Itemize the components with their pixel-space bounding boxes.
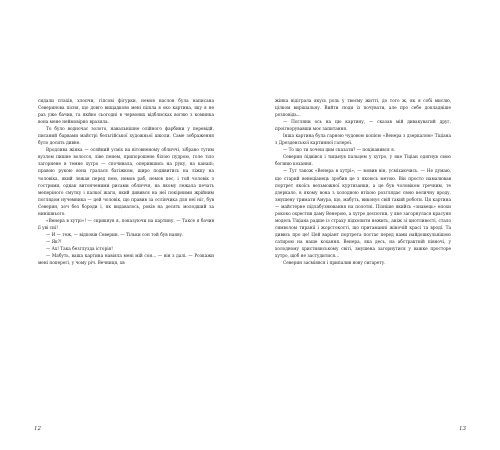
right-paragraph-3: Інша картина була гарною чудовою копією «Венера з дзеркалом» Тіціана з Дрезденської картинної галереї. — [275, 134, 451, 147]
left-page — [38, 98, 214, 267]
right-paragraph-1: жінка відіграла якусь роль у твоєму житті, до того ж, як я собі мислю, цілком вирішальну. Вийти сюди із почувати, але про себе докладніше розповідь... — [275, 99, 451, 119]
page-number-right: 13 — [459, 426, 466, 432]
right-paragraph-7: Северин засміявся і припалив нову сигарету. — [283, 261, 386, 267]
left-paragraph-4: «Венера в хутрі»! — скрикнув я, показуючи на картину. — Таксе я бачив її уві сні! — [38, 218, 214, 231]
right-paragraph-2: — Погляни ось на цю картину, — сказав мій дивакуватий друг, проігнорувавши моє запитання. — [275, 120, 451, 133]
left-paragraph-6: — Як?! — [46, 239, 62, 245]
right-paragraph-6: — Тут також «Венера в хутрі», — мовив він, усміхаючись. — Не думаю, що старий венеціанець зробив це з якоюсь метою. Він просто намалював портрет якоїсь вельможної куртизанки, а це був чоловіком гречним, те дзеркало, в якому вона з холодною втіхою розглядає свою величну вроду, змушену тримати Амура, що, мабуть, виконує свій такий роботи. Ця картина — майстерне підлабузнювання на полотні. Пізніше якийсь «знавець» епохи рококо охрестив даму Венерою, а хутро деспотки, у яке загорнулася красуня модель Тіціана радше із страху підхопити нежить, аніж зі цнотливості, стало символом тиранії і жорстокості, що притаманні жіночій красі та вроді. Та дивись про це! Цей варіант портрета постає перед нами найдошкульнішою сатирою на наше кохання. Венера, яка десь, на абстрактній півночі, у холодному християнському світі, змушена загорнутися у важке просторе хутро, щоб не застудитися... — [275, 169, 451, 260]
left-paragraph-3: Вродлива жінка — осяйний усміх на вітовненому обличчі, зібрано тугим вузлом пишне волосся, ліве пенем, припорошене білою пудрою, голе тіло загорнене в темне хутро — спочивала, оперившись на руку, на канапі; правою рукою вона гралася батіжком, щиро подивитись на ліжку на чоловіка, який лежав перед нею, немов раб, немов пес, і той чоловік з гострими, однак витонченими рисами обличчя, на якому лежала печать меперіного смутку і палкої жаги, який дивився на неї покірними жрійним поглядом нучемника — цей чоловік, що правив за ослінчика для неї ніг, був Северин, хоч без бороди і, як видавалось, років на десять молодший за нинішнього. — [38, 148, 214, 217]
page-number-left: 12 — [34, 426, 41, 432]
left-paragraph-2: То було водночас золото, навальнішне олійного фарбини у перевідй, писаний барвами майстрі бельгійської художньої школи. Саме зображення було досить дивне. — [38, 127, 214, 147]
left-paragraph-1: сидали птахів, хлопчи, гіпсові фігурки, немов наслов була написана Северинова пісня, що довго вищадково мені пішла в око картина, яку я не раз уже бачив, та якйно сьогодні в червоних відблисках вогню з коминка вона мене неймовірно вразила. — [38, 99, 214, 126]
left-paragraph-8: — Мабуть, ваша картина навіяла мені мій сон... — він з далі. — Розкажи мені поперегі, у чому річ. Вечниця, хв — [38, 254, 214, 267]
right-paragraph-4: — То що ти хочеш цим сказати? — поцікавився я. — [283, 148, 396, 154]
left-paragraph-5: — И — теж, — відповів Северин. — Тільки сон той був наяву. — [46, 232, 184, 238]
right-page — [275, 98, 451, 267]
left-paragraph-7: — Ах! Така безглузда історія! — [46, 246, 113, 252]
right-paragraph-5: Северин підвівся і тицьнув пальцем у хутро, у яке Тіціан одягнув свою богиню кохання. — [275, 155, 451, 168]
